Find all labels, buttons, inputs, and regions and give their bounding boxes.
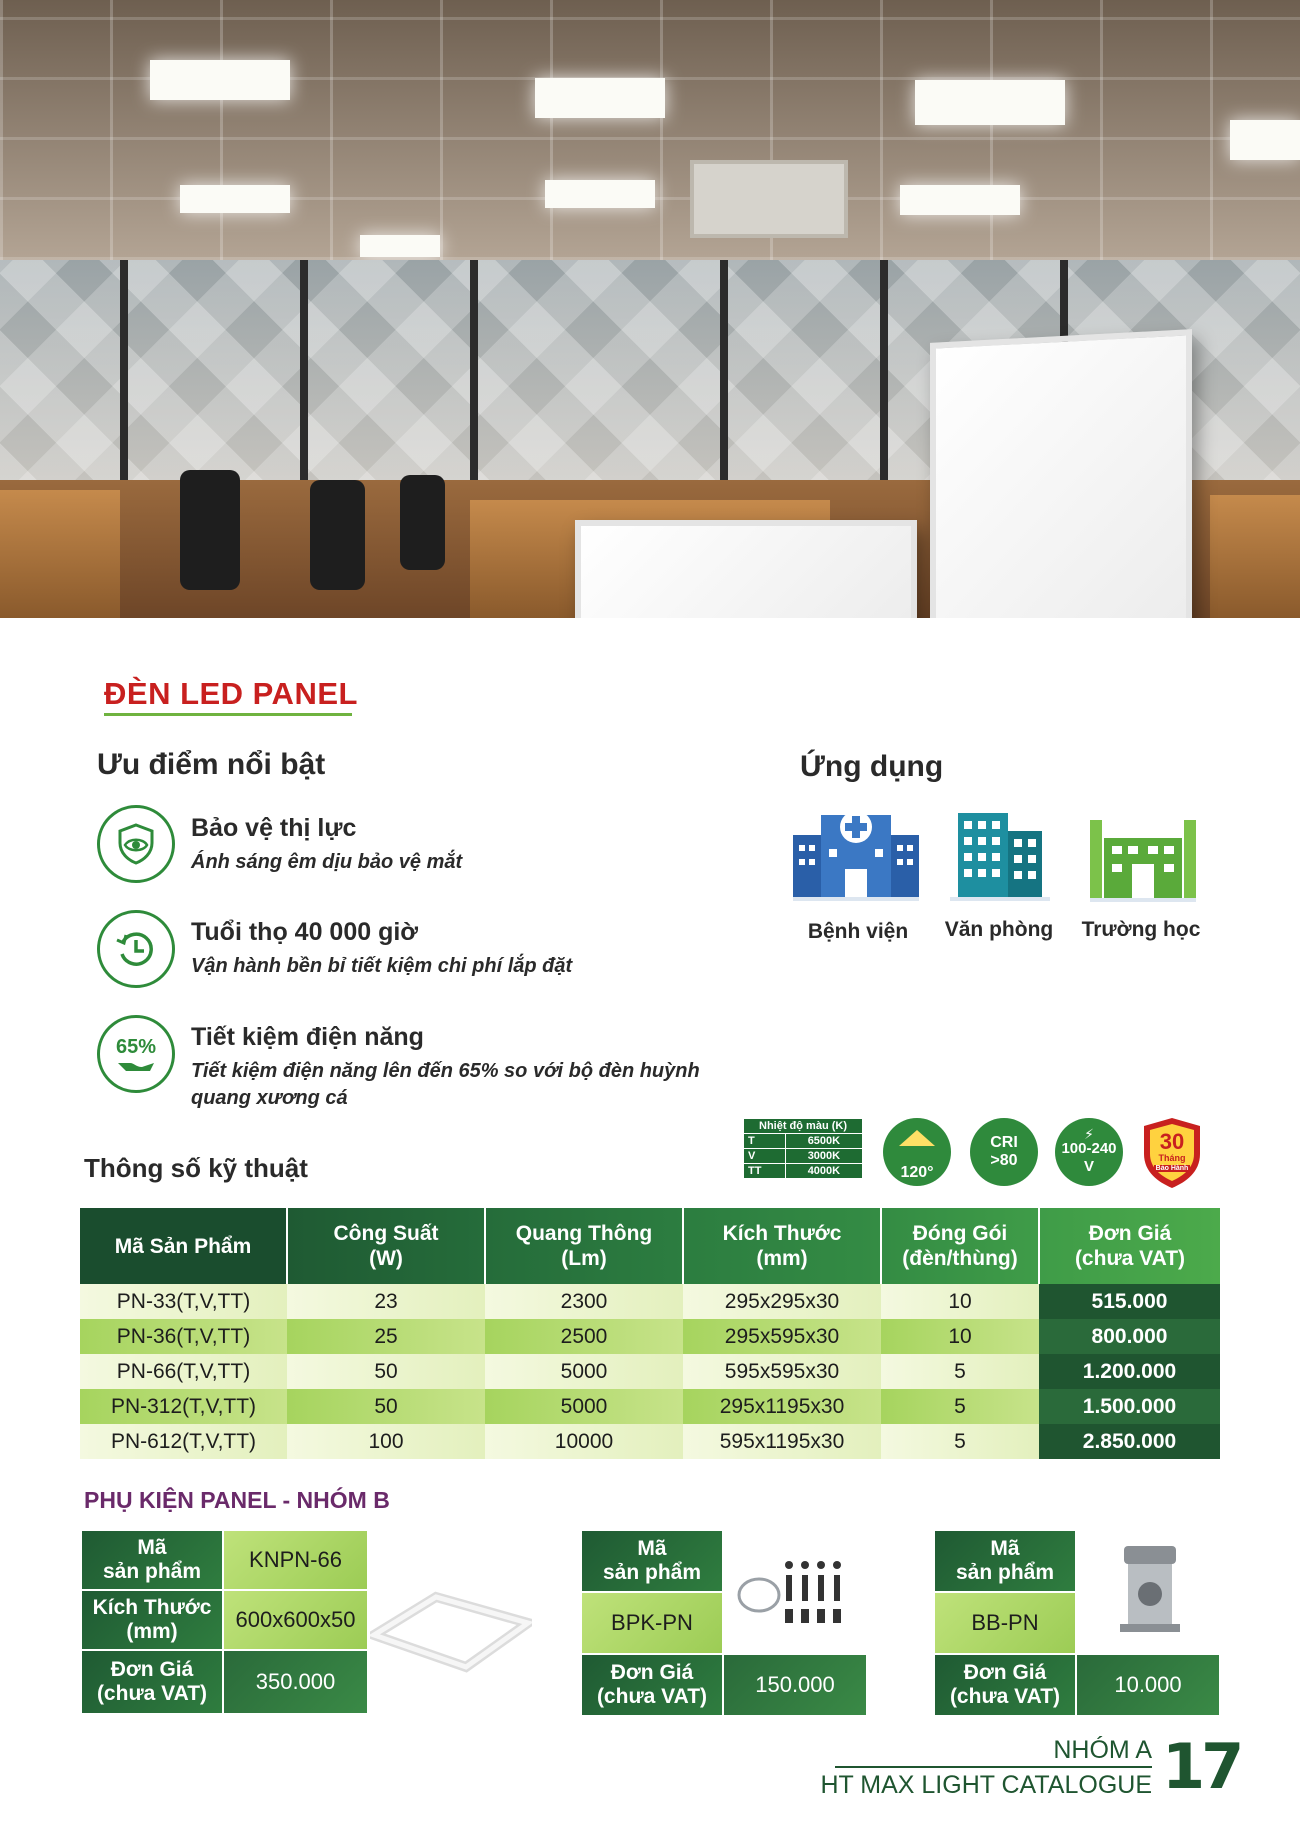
ceiling-light xyxy=(915,80,1065,125)
air-conditioner xyxy=(690,160,848,238)
feature-item xyxy=(97,1015,175,1093)
eye-shield-icon xyxy=(97,805,175,883)
desk xyxy=(1210,495,1300,618)
cell-package: 5 xyxy=(881,1389,1039,1424)
led-panel-square-product xyxy=(930,329,1192,618)
cell-package: 5 xyxy=(881,1424,1039,1459)
warranty-unit: Tháng xyxy=(1158,1153,1186,1163)
office-chair xyxy=(180,470,240,590)
color-temp-value: 6500K xyxy=(785,1134,862,1149)
ceiling-light xyxy=(535,78,665,118)
feature-item xyxy=(97,910,175,988)
led-panel-rectangular-product xyxy=(575,520,917,618)
hand-icon xyxy=(116,1059,156,1073)
accessories-heading: PHỤ KIỆN PANEL - NHÓM B xyxy=(84,1487,390,1513)
cell-price: 2.850.000 xyxy=(1039,1424,1220,1459)
cell-code: PN-36(T,V,TT) xyxy=(80,1319,287,1354)
color-temp-header: Nhiệt độ màu (K) xyxy=(744,1119,863,1134)
cell-code: PN-33(T,V,TT) xyxy=(80,1284,287,1319)
acc-price-label: Đơn Giá (chưa VAT) xyxy=(82,1651,222,1713)
cell-lumen: 2500 xyxy=(485,1319,683,1354)
cell-code: PN-312(T,V,TT) xyxy=(80,1389,287,1424)
feature-desc: Vận hành bền bỉ tiết kiệm chi phí lắp đặt xyxy=(191,955,573,977)
warranty-label: Bảo Hành xyxy=(1155,1165,1189,1172)
cell-price: 515.000 xyxy=(1039,1284,1220,1319)
acc-price-value: 10.000 xyxy=(1077,1655,1219,1715)
hero-photo xyxy=(0,0,1300,618)
col-header-code: Mã Sản Phẩm xyxy=(80,1208,287,1284)
office-chair xyxy=(310,480,365,590)
acc-code-value: BB-PN xyxy=(935,1593,1075,1653)
color-temp-code: V xyxy=(744,1149,786,1164)
cell-lumen: 5000 xyxy=(485,1389,683,1424)
cell-package: 10 xyxy=(881,1319,1039,1354)
cri-label: CRI xyxy=(990,1134,1018,1151)
cri-badge xyxy=(970,1118,1038,1186)
product-spec-table xyxy=(80,1208,1220,1459)
cell-power: 25 xyxy=(287,1319,485,1354)
acc-code-value: BPK-PN xyxy=(582,1593,722,1653)
ceiling-light xyxy=(150,60,290,100)
acc-price-value: 350.000 xyxy=(224,1651,367,1713)
beam-angle-icon xyxy=(897,1128,937,1150)
col-header-package xyxy=(881,1208,1039,1284)
ceiling-light xyxy=(545,180,655,208)
table-row xyxy=(80,1354,1220,1389)
eye-shield-icon-graphic xyxy=(113,821,159,867)
feature-title: Bảo vệ thị lực xyxy=(191,814,357,842)
suspension-kit-image xyxy=(735,1555,855,1635)
acc-code-label: Mã sản phẩm xyxy=(82,1531,222,1589)
col-header-price-text: Đơn Giá (chưa VAT) xyxy=(1074,1222,1186,1270)
feature-title: Tiết kiệm điện năng xyxy=(191,1023,424,1051)
cell-price: 1.500.000 xyxy=(1039,1389,1220,1424)
ceiling-light xyxy=(1230,120,1300,160)
warranty-months: 30 xyxy=(1159,1129,1185,1154)
cell-power: 100 xyxy=(287,1424,485,1459)
surface-frame-image xyxy=(370,1585,532,1675)
hospital-icon xyxy=(793,805,919,905)
clock-icon-graphic xyxy=(113,926,159,972)
table-row xyxy=(80,1284,1220,1319)
col-header-size xyxy=(683,1208,881,1284)
acc-size-value: 600x600x50 xyxy=(224,1591,367,1649)
cell-package: 5 xyxy=(881,1354,1039,1389)
application-label: Trường học xyxy=(1081,918,1201,941)
feature-desc: Tiết kiệm điện năng lên đến 65% so với bộ đèn huỳnh quang xương cá xyxy=(191,1060,700,1109)
cell-power: 50 xyxy=(287,1389,485,1424)
acc-code-label: Mã sản phẩm xyxy=(582,1531,722,1591)
voltage-unit: V xyxy=(1083,1158,1094,1175)
clock-icon xyxy=(97,910,175,988)
warranty-badge xyxy=(1140,1116,1204,1190)
ceiling-light xyxy=(900,185,1020,215)
acc-code-label: Mã sản phẩm xyxy=(935,1531,1075,1591)
cell-size: 595x1195x30 xyxy=(683,1424,881,1459)
desk xyxy=(0,490,120,618)
cell-power: 23 xyxy=(287,1284,485,1319)
feature-item xyxy=(97,805,175,883)
advantages-heading: Ưu điểm nổi bật xyxy=(97,748,326,781)
footer-group: NHÓM A xyxy=(1053,1736,1152,1764)
col-header-package-text: Đóng Gói (đèn/thùng) xyxy=(902,1222,1018,1270)
application-label: Bệnh viện xyxy=(807,920,909,943)
color-temp-value: 3000K xyxy=(785,1149,862,1164)
cell-price: 1.200.000 xyxy=(1039,1354,1220,1389)
cell-lumen: 2300 xyxy=(485,1284,683,1319)
lightning-icon: ⚡ xyxy=(1084,1126,1094,1142)
spring-clip-image xyxy=(1110,1540,1190,1640)
acc-price-label: Đơn Giá (chưa VAT) xyxy=(935,1655,1075,1715)
col-header-size-text: Kích Thước (mm) xyxy=(722,1222,842,1270)
page-title: ĐÈN LED PANEL xyxy=(104,676,358,711)
cell-lumen: 10000 xyxy=(485,1424,683,1459)
acc-size-label: Kích Thước (mm) xyxy=(82,1591,222,1649)
color-temp-row xyxy=(744,1149,863,1164)
ceiling-light xyxy=(180,185,290,213)
col-header-lumen-text: Quang Thông (Lm) xyxy=(515,1222,653,1270)
feature-desc: Ánh sáng êm dịu bảo vệ mắt xyxy=(191,851,463,873)
table-row xyxy=(80,1389,1220,1424)
col-header-lumen xyxy=(485,1208,683,1284)
office-building-icon xyxy=(950,805,1050,905)
acc-price-label: Đơn Giá (chưa VAT) xyxy=(582,1655,722,1715)
cri-value: >80 xyxy=(990,1152,1018,1169)
color-temp-row xyxy=(744,1134,863,1149)
cell-price: 800.000 xyxy=(1039,1319,1220,1354)
school-icon xyxy=(1090,820,1196,905)
percent-label: 65% xyxy=(115,1035,157,1058)
cell-size: 295x295x30 xyxy=(683,1284,881,1319)
applications-heading: Ứng dụng xyxy=(800,750,944,783)
cell-code: PN-612(T,V,TT) xyxy=(80,1424,287,1459)
cell-power: 50 xyxy=(287,1354,485,1389)
feature-title: Tuổi thọ 40 000 giờ xyxy=(191,918,419,946)
table-row xyxy=(80,1424,1220,1459)
beam-angle-value: 120° xyxy=(900,1164,934,1181)
table-header-row xyxy=(80,1208,1220,1284)
color-temp-code: TT xyxy=(744,1164,786,1179)
cell-size: 595x595x30 xyxy=(683,1354,881,1389)
beam-angle-badge xyxy=(883,1118,951,1186)
cell-package: 10 xyxy=(881,1284,1039,1319)
color-temp-row xyxy=(744,1164,863,1179)
title-underline xyxy=(104,713,352,716)
ceiling-light xyxy=(360,235,440,257)
acc-code-value: KNPN-66 xyxy=(224,1531,367,1589)
acc-price-value: 150.000 xyxy=(724,1655,866,1715)
voltage-badge xyxy=(1055,1118,1123,1186)
office-chair xyxy=(400,475,445,570)
cell-lumen: 5000 xyxy=(485,1354,683,1389)
cell-size: 295x1195x30 xyxy=(683,1389,881,1424)
color-temperature-table xyxy=(743,1118,863,1179)
application-label: Văn phòng xyxy=(944,918,1054,941)
col-header-price xyxy=(1039,1208,1220,1284)
footer-catalogue: HT MAX LIGHT CATALOGUE xyxy=(820,1771,1152,1799)
percent-hand-icon xyxy=(97,1015,175,1093)
color-temp-header-row xyxy=(744,1119,863,1134)
col-header-power xyxy=(287,1208,485,1284)
color-temp-value: 4000K xyxy=(785,1164,862,1179)
footer-divider xyxy=(835,1766,1152,1768)
voltage-range: 100-240 xyxy=(1061,1140,1117,1157)
table-row xyxy=(80,1319,1220,1354)
color-temp-code: T xyxy=(744,1134,786,1149)
cell-size: 295x595x30 xyxy=(683,1319,881,1354)
page-number: 17 xyxy=(1162,1730,1241,1803)
specs-heading: Thông số kỹ thuật xyxy=(84,1153,308,1183)
ceiling xyxy=(0,0,1300,260)
cell-code: PN-66(T,V,TT) xyxy=(80,1354,287,1389)
col-header-power-text: Công Suất (W) xyxy=(333,1222,439,1270)
